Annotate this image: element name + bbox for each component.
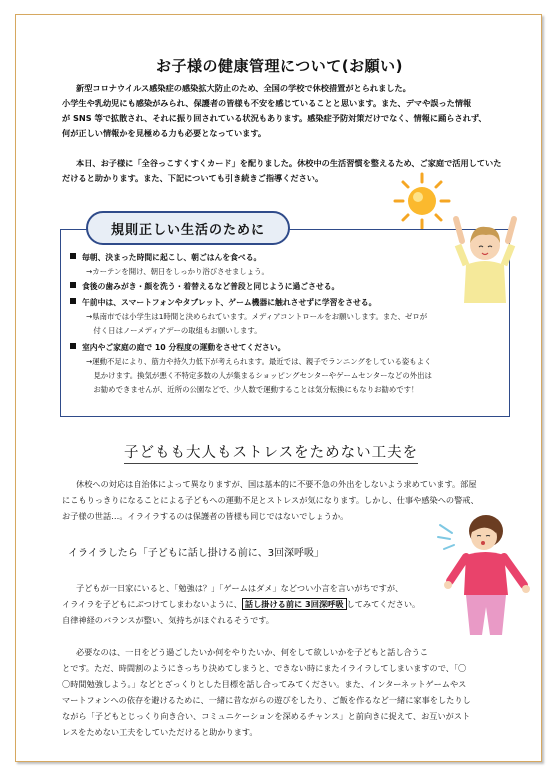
rule-1-heading [70,251,261,264]
breath-line-1: 子どもが一日家にいると、「勉強は？」「ゲームはダメ」などつい小言を言いがちですが、 [76,583,404,593]
bullet-square-icon [70,253,76,259]
rule-3-note-2: 付く日はノーメディアデーの取組もお願いします。 [86,326,262,335]
card-line-1: 本日、お子様に「全谷っこすくすくカード」を配りました。休校中の生活習慣を整えるため、ご家庭で活用していた [76,158,502,168]
intro-line-3: が SNS 等で拡散され、それに振り回されている状況もあります。感染症予防対策だけでなく、情報に踊らされず、 [62,113,487,123]
deep-breath-subtitle: イライラしたら「子どもに話し掛ける前に、3回深呼吸」 [68,548,325,559]
rule-4-heading [70,341,285,354]
final-line-4: マートフォンへの依存を避けるために、一緒に昔ながらの遊びをしたり、ご飯を作るなど一緒に家事をしたりし [62,695,471,705]
final-line-3: 〇時間勉強しよう。」などとざっくりとした目標を話し合ってみてください。また、インターネットゲームやス [62,679,467,689]
final-line-5: ながら「子どもとじっくり向き合い、コミュニケーションを深めるチャンス」と前向きに捉えて、お互いがスト [62,711,471,721]
final-line-2: とです。ただ、時間割のようにきっちり決めてしまうと、できない時にまたイライラしてしまいますので、「〇 [62,663,467,673]
rule-4-note-1: →運動不足により、筋力や持久力低下が考えられます。最近では、親子でランニングをしている姿もよく [86,357,432,366]
deep-breath-highlight: 話し掛ける前に 3回深呼吸 [242,598,347,610]
rule-4-note-2: 見かけます。換気が悪く不特定多数の人が集まるショッピングセンターやゲームセンターなどの外出は [86,371,432,380]
stress-section-title: 子どもも大人もストレスをためない工夫を [124,441,418,464]
rule-2-heading [70,280,339,293]
rule-3-note-1: →県南市では小学生は1時間と決められています。メディアコントロールをお願いします。また、ゼロが [86,312,428,321]
rule-1-note: →カーテンを開け、朝日をしっかり浴びさせましょう。 [86,267,269,276]
rule-2-text: 食後の歯みがき・顔を洗う・着替えるなど普段と同じように過ごさせる。 [82,282,340,291]
rule-4-note-3: お勧めできませんが、近所の公園などで、少人数で運動することは気分転換にもなりお勧めです！ [86,385,419,394]
page-title: お子様の健康管理について(お願い) [156,57,403,75]
bullet-square-icon [70,343,76,349]
stress-line-3: お子様の世話…。イライラするのは保護者の皆様も同じではないでしょうか。 [62,511,349,521]
card-line-2: だけると助かります。また、下記についても引き続きご指導ください。 [62,173,324,183]
breath-line-2 [62,597,420,612]
stress-line-1: 休校への対応は自治体によって異なりますが、国は基本的に不要不急の外出をしないよう求めています。部屋 [76,479,477,489]
woman-breathing-illustration [436,511,532,639]
intro-line-2: 小学生や乳幼児にも感染がみられ、保護者の皆様も不安を感じていることと思います。また、デマや誤った情報 [62,98,472,108]
rule-3-heading [70,296,376,309]
bullet-square-icon [70,298,76,304]
rules-title: 規則正しい生活のために [86,211,290,245]
intro-line-1: 新型コロナウイルス感染症の感染拡大防止のため、全国の学校で休校措置がとられました。 [76,83,411,93]
child-stretching-illustration [452,211,518,303]
breath-line-2-before: イライラを子どもにぶつけてしまわないように、 [62,599,242,609]
intro-line-4: 何が正しい情報かを見極める力も必要となっています。 [62,128,267,138]
rule-1-text: 毎朝、決まった時間に起こし、朝ごはんを食べる。 [82,253,262,262]
final-line-6: レスをためない工夫をしていただけると助かります。 [62,727,258,737]
document-page [15,14,542,762]
breath-line-3: 自律神経のバランスが整い、気持ちがほぐれるそうです。 [62,615,274,625]
stress-line-2: にこもりっきりになることによる子どもへの運動不足とストレスが気になります。しかし、仕事や感染への警戒、 [62,495,479,505]
rule-3-text: 午前中は、スマートフォンやタブレット、ゲーム機器に触れさせずに学習をさせる。 [82,298,377,307]
rule-4-text: 室内やご家庭の庭で 10 分程度の運動をさせてください。 [82,343,286,352]
sun-illustration [392,171,452,231]
final-line-1: 必要なのは、一日をどう過ごしたいか何をやりたいか、何をして欲しいかを子どもと話し合うこ [76,647,429,657]
bullet-square-icon [70,282,76,288]
breath-line-2-after: してみてください。 [346,599,421,609]
